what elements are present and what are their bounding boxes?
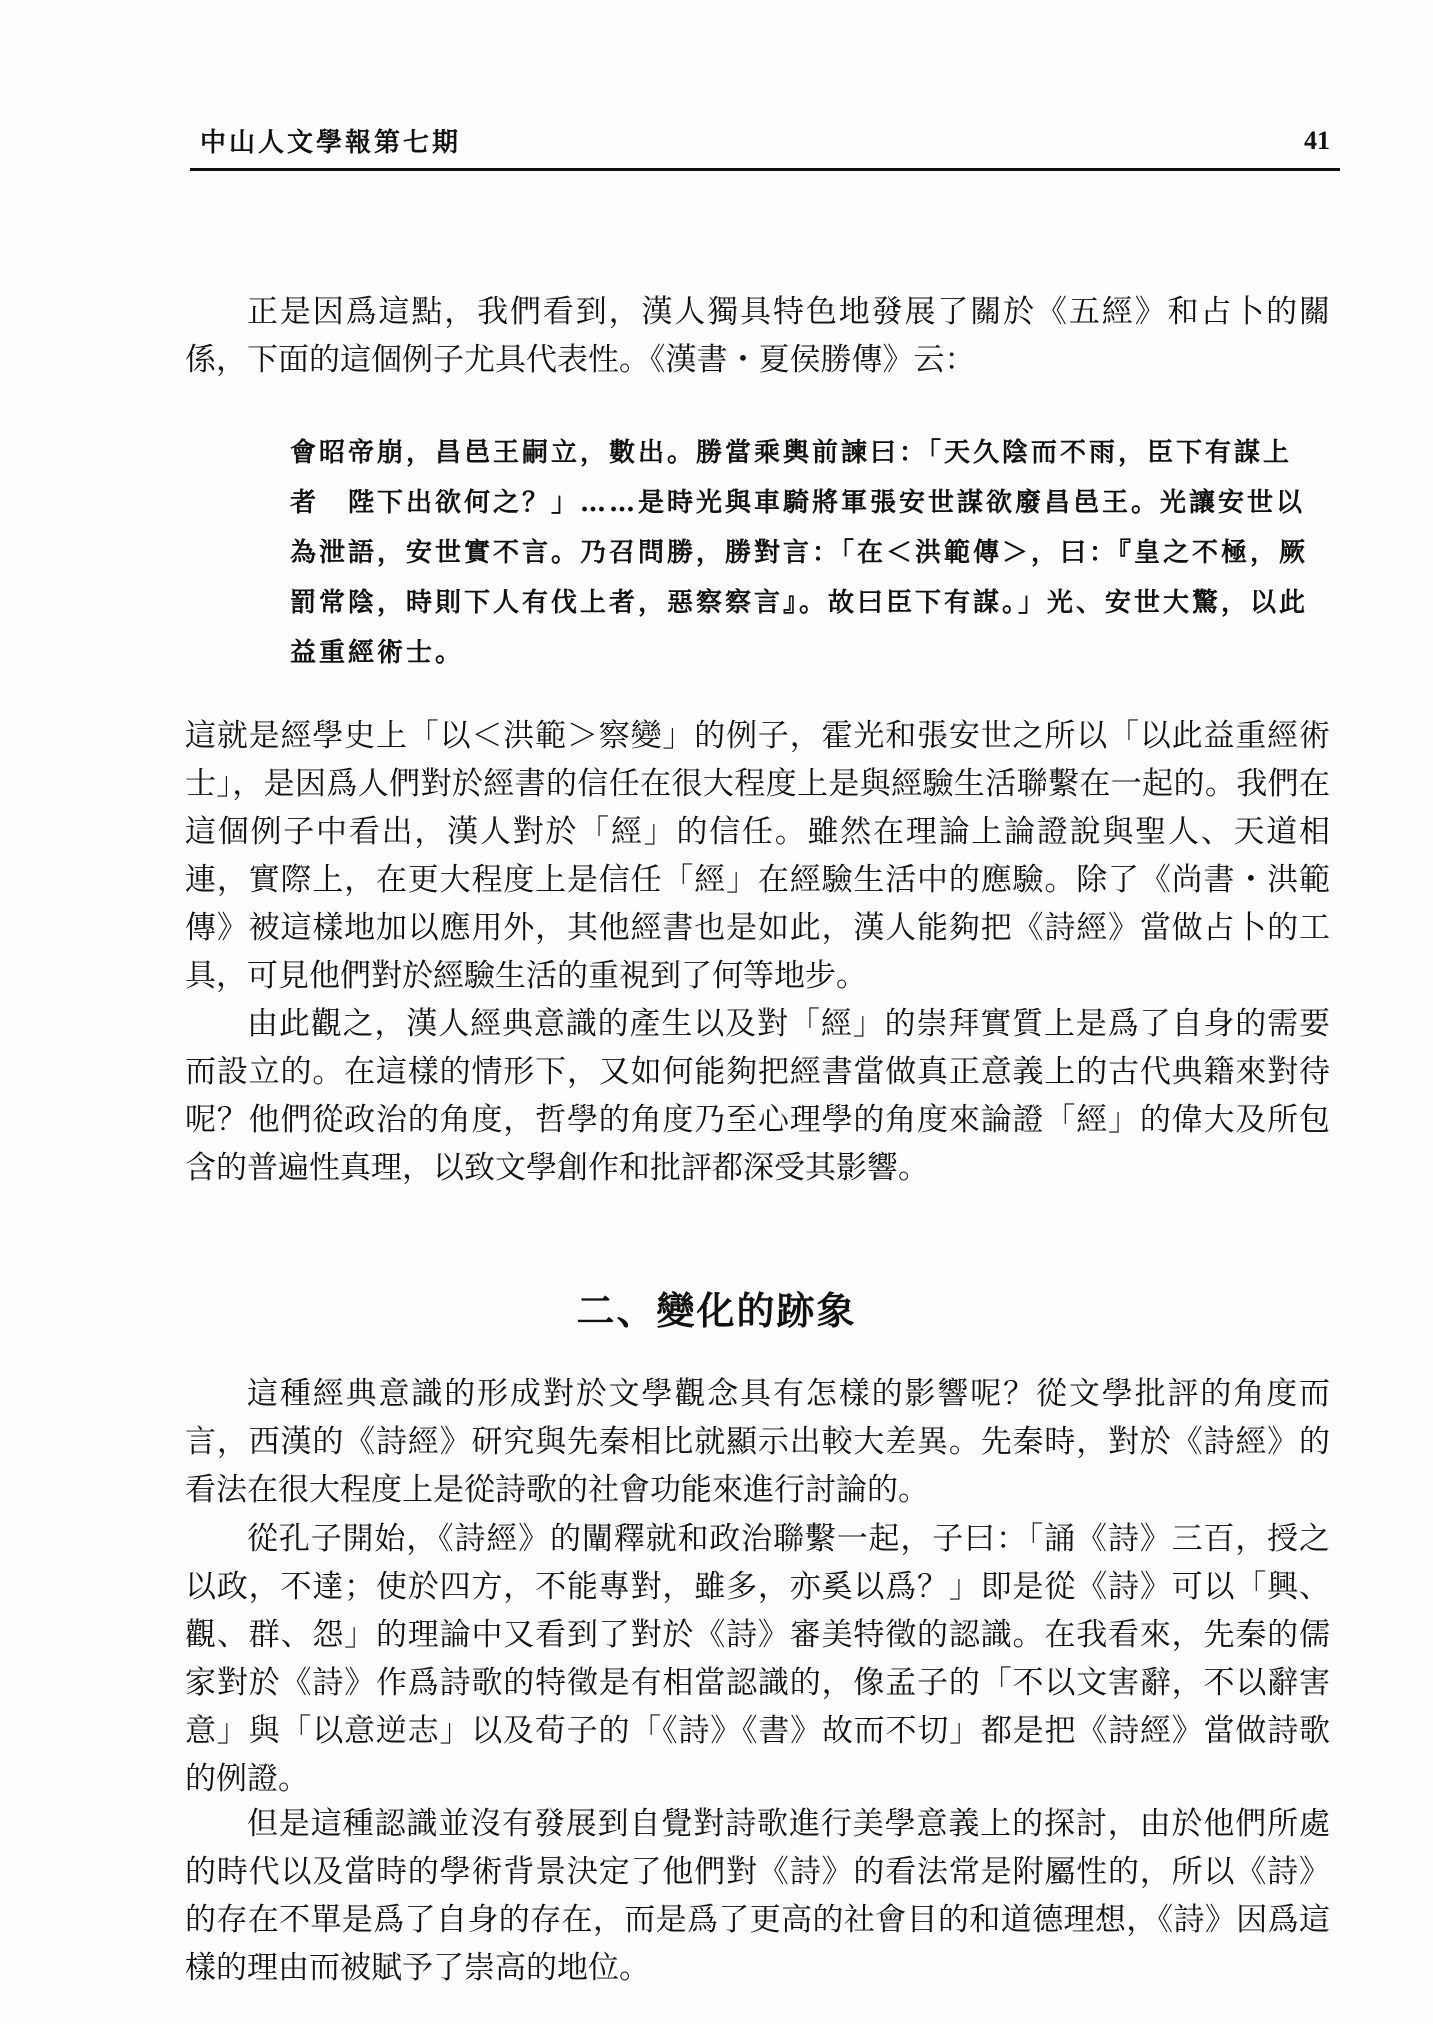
paragraph-2: 這就是經學史上「以＜洪範＞察變」的例子，霍光和張安世之所以「以此益重經術士」，是因爲人們對於經書的信任在很大程度上是與經驗生活聯繫在一起的。我們在這個例子中看出，漢人對於「經」的信任。雖然在理論上論證說與聖人、天道相連，實際上，在更大程度上是信任「經」在經驗生活中的應驗。除了《尚書・洪範傳》被這樣地加以應用外，其他經書也是如此，漢人能夠把《詩經》當做占卜的工具，可見他們對於經驗生活的重視到了何等地步。 — [185, 718, 1330, 994]
journal-title: 中山人文學報第七期 — [200, 128, 462, 158]
paragraph-1: 正是因爲這點，我們看到，漢人獨具特色地發展了關於《五經》和占卜的關係，下面的這個例子尤具代表性。《漢書・夏侯勝傳》云： — [185, 294, 1330, 378]
paragraph-5: 從孔子開始，《詩經》的闡釋就和政治聯繫一起，子曰：「誦《詩》三百，授之以政，不達；使於四方，不能專對，雖多，亦奚以爲？」即是從《詩》可以「興、觀、群、怨」的理論中又看到了對於《詩》審美特徵的認識。在我看來，先秦的儒家對於《詩》作爲詩歌的特徵是有相當認識的，像孟子的「不以文害辭，不以辭害意」與「以意逆志」以及荀子的「《詩》《書》故而不切」都是把《詩經》當做詩歌的例證。 — [185, 1521, 1330, 1797]
section-heading: 二、變化的跡象 — [576, 1289, 857, 1333]
paragraph-6: 但是這種認識並沒有發展到自覺對詩歌進行美學意義上的探討，由於他們所處的時代以及當時的學術背景決定了他們對《詩》的看法常是附屬性的，所以《詩》的存在不單是爲了自身的存在，而是爲了更高的社會目的和道德理想，《詩》因爲這樣的理由而被賦予了崇高的地位。 — [185, 1806, 1330, 1986]
running-header — [190, 116, 1340, 162]
paragraph-4: 這種經典意識的形成對於文學觀念具有怎樣的影響呢？從文學批評的角度而言，西漢的《詩經》研究與先秦相比就顯示出較大差異。先秦時，對於《詩經》的看法在很大程度上是從詩歌的社會功能來進行討論的。 — [185, 1376, 1330, 1508]
page-number: 41 — [1304, 126, 1330, 155]
paragraph-3: 由此觀之，漢人經典意識的產生以及對「經」的崇拜實質上是爲了自身的需要而設立的。在這樣的情形下，又如何能夠把經書當做真正意義上的古代典籍來對待呢？他們從政治的角度，哲學的角度乃至心理學的角度來論證「經」的偉大及所包含的普遍性真理，以致文學創作和批評都深受其影響。 — [185, 1006, 1330, 1186]
header-rule — [190, 168, 1340, 171]
block-quote: 會昭帝崩，昌邑王嗣立，數出。勝當乘輿前諫曰：「天久陰而不雨，臣下有謀上者 陛下出欲何之？」……是時光與車騎將軍張安世謀欲廢昌邑王。光讓安世以為泄語，安世實不言。乃召問勝，勝對言：「在＜洪範傳＞，曰：『皇之不極，厥罰常陰，時則下人有伐上者，惡察察言』。故曰臣下有謀。」光、安世大驚，以此益重經術士。 — [290, 438, 1309, 668]
